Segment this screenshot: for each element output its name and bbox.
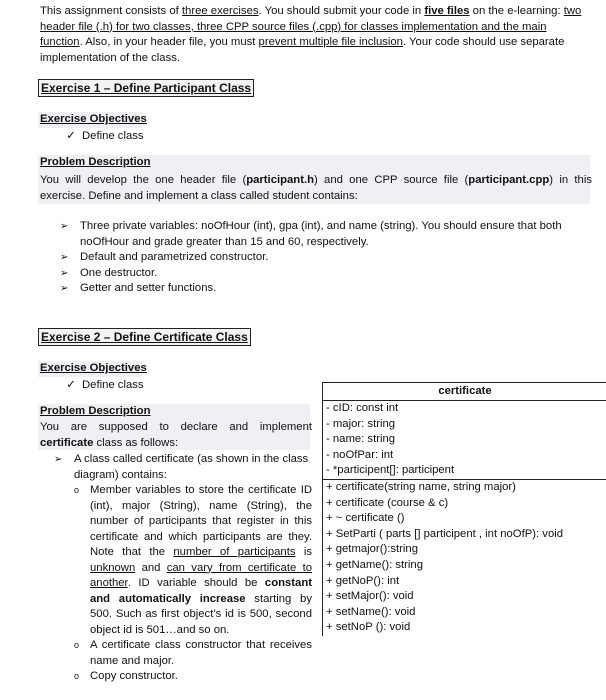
intro-underline-files: two header file (.h) for two classes, three CPP source files (.cpp) for classes implementation and the main function (40, 5, 582, 48)
objective-text: Define class (82, 379, 144, 391)
uml-method: + setName(): void (326, 605, 416, 618)
exercise-1-title: Exercise 1 – Define Participant Class (38, 79, 254, 97)
desc-text: You are supposed to declare and implement (40, 421, 312, 433)
class-name-text: certificate (40, 436, 94, 449)
sub-text: is (295, 546, 312, 558)
list-item: ➢ Default and parametrized constructor. (54, 250, 588, 266)
exercise-1-objectives-heading: Exercise Objectives (40, 113, 147, 125)
uml-attributes (323, 401, 606, 480)
uml-class-diagram (322, 382, 606, 636)
objective-text: Define class (82, 130, 144, 142)
uml-attribute: - noOfPar: int (326, 448, 394, 461)
uml-method: + ~ certificate () (326, 512, 405, 525)
uml-method: + getName(): string (326, 558, 423, 571)
exercise-2-problem-heading: Problem Description (40, 405, 151, 417)
exercise-2-objectives-heading: Exercise Objectives (40, 362, 147, 374)
uml-attribute: - major: string (326, 417, 396, 430)
intro-text: on the e-learning: (469, 5, 564, 17)
intro-underline-inclusion: prevent multiple file inclusion (258, 36, 403, 48)
sub-bold: constant and automatically increase (90, 577, 312, 605)
exercise-2-description (40, 420, 312, 451)
sub-underline: number of participants (173, 546, 296, 558)
exercise-2-sub-requirements (68, 483, 312, 685)
checkmark-icon (60, 130, 82, 142)
uml-methods (323, 480, 606, 636)
intro-underline-exercises: three exercises (181, 5, 259, 17)
desc-text: ) and one CPP source file ( (314, 174, 469, 186)
desc-text: ) in this exercise. Define and implement a class called student contains: (40, 174, 592, 202)
uml-method: + getNoP(): int (326, 574, 400, 587)
uml-attribute: - *participent[]: participent (326, 464, 455, 477)
exercise-1-objective (60, 129, 144, 145)
intro-text: This assignment consists of (40, 5, 182, 17)
sub-text: . ID variable should be (127, 577, 265, 589)
list-item: ➢ One destructor. (54, 266, 588, 282)
intro-text: . Your code should use separate implementation of the class. (40, 36, 565, 64)
exercise-2-title: Exercise 2 – Define Certificate Class (38, 328, 251, 346)
uml-method: + SetParti ( parts [] participent , int noOfP): void (326, 527, 564, 540)
cpp-file-name: participant.cpp (468, 174, 550, 186)
exercise-1-requirements (54, 219, 588, 297)
sub-text: and (135, 561, 167, 574)
uml-method: + setMajor(): void (326, 590, 414, 603)
desc-text: class as follows: (93, 436, 179, 449)
uml-method: + certificate (course & c) (326, 496, 449, 509)
sub-underline: can vary from certificate to another (90, 561, 312, 589)
list-item: o A certificate class constructor that receives name and major. (68, 638, 312, 669)
checkmark-icon (60, 379, 82, 391)
list-item: ➢ Getter and setter functions. (54, 281, 588, 297)
exercise-2-requirements (48, 452, 312, 483)
intro-paragraph (40, 4, 592, 66)
exercise-1-description (40, 173, 592, 204)
uml-attribute: - name: string (326, 433, 396, 446)
list-item: ➢ A class called certificate (as shown in the class diagram) contains: (48, 452, 312, 483)
sub-underline: unknown (90, 561, 136, 574)
desc-text: You will develop the one header file ( (40, 174, 247, 186)
exercise-2-objective (60, 378, 144, 394)
uml-attribute: - cID: const int (326, 402, 399, 414)
sub-text: Member variables to store the certificate ID (int), major (String), name (String), the number of participants that register in this certificate and which participants are they. Note that the (90, 484, 312, 558)
header-file-name: participant.h (246, 174, 315, 186)
list-item: ➢ Three private variables: noOfHour (int), gpa (int), and name (string). You should ensure that both noOfHour and grade greater than 15 and 60, respectively. (54, 219, 588, 250)
intro-text: . Also, in your header file, you must (79, 36, 259, 48)
list-item: o Copy constructor. (68, 669, 312, 685)
intro-five-files: five files (424, 5, 470, 17)
uml-method: + getmajor():string (326, 543, 418, 556)
uml-method: + certificate(string name, string major) (326, 480, 516, 493)
uml-class-name: certificate (323, 383, 606, 401)
list-item (68, 483, 312, 638)
uml-method: + setNoP (): void (326, 621, 411, 634)
sub-text: starting by 500. Such as first object’s id is 500, second object id is 501…and so on. (90, 592, 312, 636)
exercise-1-problem-heading: Problem Description (40, 156, 151, 168)
intro-text: . You should submit your code in (258, 5, 425, 17)
